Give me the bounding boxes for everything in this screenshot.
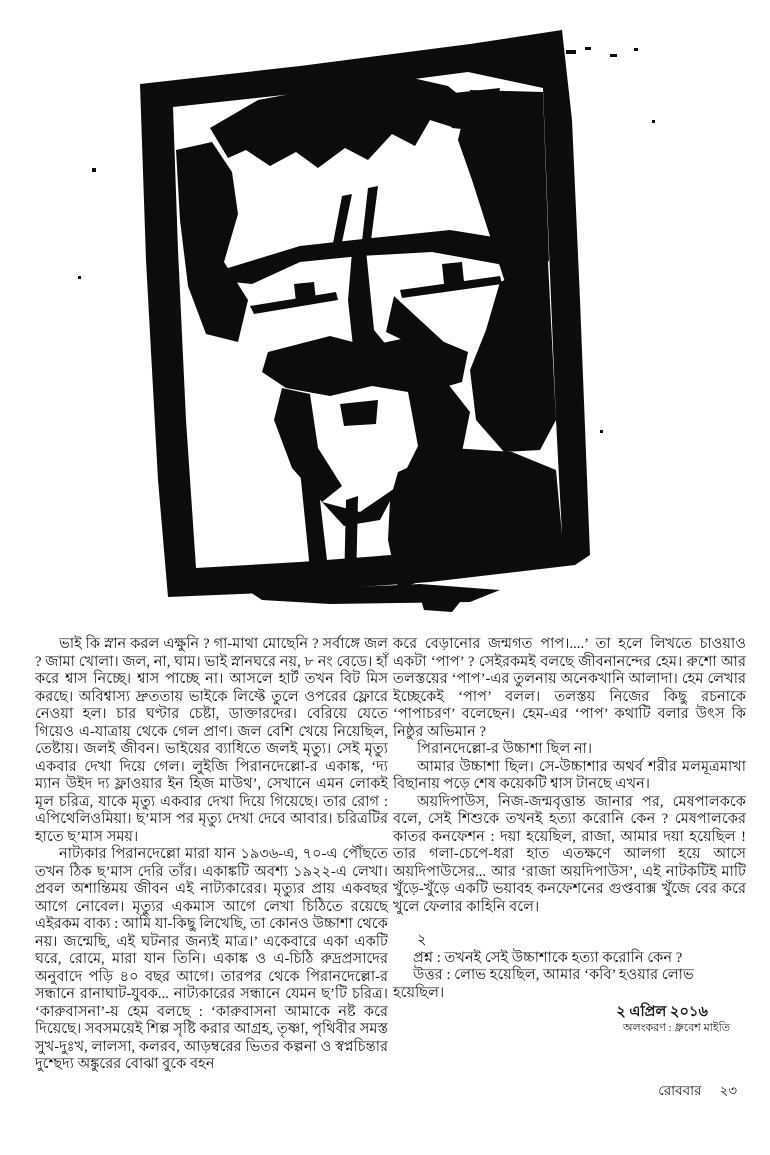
paragraph: ২: [417, 932, 427, 948]
article-column-right: [393, 636, 746, 1022]
paragraph: আমার উচ্চাশা ছিল। সে-উচ্চাশার অথর্ব শরীর মলমূত্রমাখা বিছানায় পড়ে শেষ কয়েকটি শ্বাস টানছে এখন।: [393, 758, 746, 792]
portrait-eyes: [250, 262, 502, 314]
paragraph: ভাই কি স্নান করল এক্ষুনি ? গা-মাথা মোছেনি ? সর্বাঙ্গে জল ? জামা খোলা। জল, না, ঘাম। ভাই স্নানঘরে নয়, ৮ নং বেডে। হাঁ করে শ্বাস নিচ্ছে। শ্বাস পাচ্ছে না। আসলে হার্ট তখন বিট মিস করছে। অবিশ্বাস্য দ্রুততায় ভাইকে লিফ্টে তুলে ওপরের ফ্লোরে নেওয়া হল। চার ঘণ্টার চেষ্টা, ডাক্তারদের। বেরিয়ে যেতে গিয়েও এ-যাত্রায় থেকে গেল প্রাণ। জল বেশি খেয়ে নিয়েছিল, তেষ্টায়। জলই জীবন। ভাইয়ের ব্যাধিতে জলই মৃত্যু। সেই মৃত্যু একবার দেখা দিয়ে গেল। লুইজি পিরানদেল্লো-র একাঙ্ক, ‘দ্য ম্যান উইদ দ্য ফ্লাওয়ার ইন হিজ মাউথ’, সেখানে এমন লোকই মূল চরিত্র, যাকে মৃত্যু একবার দেখা দিয়ে গিয়েছে। তার রোগ : এপিথেলিওমিয়া। ছ’মাস পর মৃত্যু দেখা দেবে আবার। চরিত্রটির হাতে ছ’মাস সময়।: [35, 636, 388, 845]
portrait-right-cheek: [470, 262, 556, 452]
paragraph: পিরানদেল্লো-র উচ্চাশা ছিল না।: [417, 741, 593, 757]
magazine-name: রোববার: [658, 1083, 702, 1098]
paragraph: নাট্যকার পিরানদেল্লো মারা যান ১৯৩৬-এ, ৭০-এ পৌঁছতে তখন ঠিক ছ’মাস দেরি তাঁর। একাঙ্কটি অবশ্য ১৯২২-এ লেখা। প্রবল অশান্তিময় জীবন এই নাট্যকারের। মৃত্যুর প্রায় একবছর আগে নোবেল। মৃত্যুর একমাস আগে লেখা চিঠিতে রয়েছে এইরকম বাক্য : আমি যা-কিছু লিখেছি, তা কোনও উচ্চাশা থেকে নয়। জন্মেছি, এই ঘটনার জন্যই মাত্র।’ একেবারে একা একটি ঘরে, রোমে, মারা যান তিনি। একাঙ্ক ও এ-চিঠি রুদ্রপ্রসাদের অনুবাদে পড়ি ৪০ বছর আগে। তারপর থেকে পিরানদেল্লো-র সন্ধানে রানাঘাট-যুবক... নাট্যকারের সন্ধানে যেমন ছ’টি চরিত্র। ‘কারুবাসনা’-য় হেম বলছে : ‘কারুবাসনা আমাকে নষ্ট করে দিয়েছে। সবসময়েই শিল্প সৃষ্টি করার আগ্রহ, তৃষ্ণা, পৃথিবীর সমস্ত সুখ-দুঃখ, লালসা, কলরব, আড়ম্বরের ভিতর কল্পনা ও স্বপ্নচিন্তার দুশ্ছেদ্য অঙ্কুরের বোঝা বুকে বহন: [35, 846, 388, 1072]
paragraph: ২ এপ্রিল ২০১৬: [616, 1004, 708, 1020]
article-column-left: [35, 636, 388, 1074]
paragraph: করে বেড়ানোর জন্মগত পাপ।....’ তা হলে লিখতে চাওয়াও একটা ‘পাপ’ ? সেইরকমই বলছে জীবনানন্দের হেম। রুশো আর তলস্তয়ের ‘পাপ’-এর তুলনায় অনেকখানি আলাদা। হেম লেখার ইচ্ছেকেই ‘পাপ’ বলল। তলস্তয় নিজের কিছু রচনাকে ‘পাপাচরণ’ বলেছেন। হেম-এর ‘পাপ’ কথাটি বলার উৎস কি নিষ্ঠুর অভিমান ?: [393, 636, 746, 740]
page-number: ২৩: [719, 1083, 737, 1098]
page-footer: [658, 1080, 737, 1103]
illustrator-credit: অলংকরণ : ধ্রুবেশ মাইতি: [623, 1022, 730, 1034]
paragraph: উত্তর : লোভ হয়েছিল, আমার ‘কবি’ হওয়ার লোভ হয়েছিল।: [393, 967, 694, 1001]
paragraph: প্রশ্ন : তখনই সেই উচ্চাশাকে হত্যা করোনি কেন ?: [413, 949, 683, 966]
paragraph: অয়দিপাউস, নিজ-জন্মবৃত্তান্ত জানার পর, মেষপালককে বলে, সেই শিশুকে তখনই হত্যা করোনি কেন ? মেষপালকের কাতর কনফেশন : দয়া হয়েছিল, রাজা, আমার দয়া হয়েছিল ! তার গলা-চেপে-ধরা হাত এতক্ষণে আলগা হয়ে আসে অয়দিপাউসের... আর ‘রাজা অয়দিপাউস’, এই নাটকটিই মাটি খুঁড়ে-খুঁড়ে একটি ভয়াবহ কনফেশনের গুপ্তবাক্স খুঁজে বের করে খুলে ফেলার কাহিনি বলে।: [393, 793, 746, 915]
